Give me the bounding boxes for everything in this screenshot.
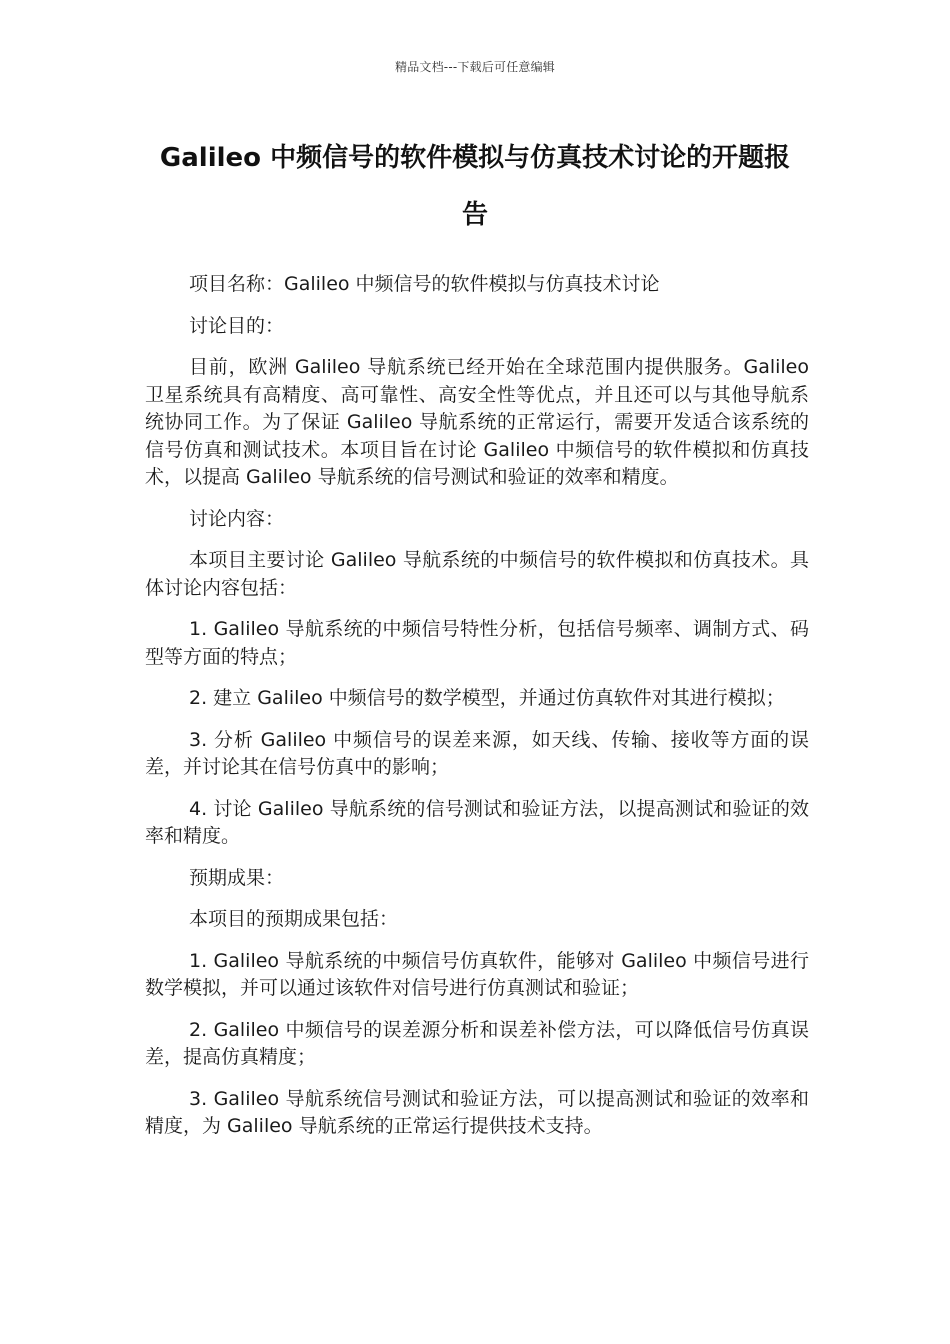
paragraph-project-name: 项目名称：Galileo 中频信号的软件模拟与仿真技术讨论 <box>189 273 660 295</box>
list-item-content-3: 3. 分析 Galileo 中频信号的误差来源，如天线、传输、接收等方面的误差，并讨论其在信号仿真中的影响； <box>145 728 809 778</box>
header-note: 精品文档---下载后可任意编辑 <box>395 60 555 74</box>
list-item-result-2: 2. Galileo 中频信号的误差源分析和误差补偿方法，可以降低信号仿真误差，提高仿真精度； <box>145 1018 809 1068</box>
paragraph-content-intro: 本项目主要讨论 Galileo 导航系统的中频信号的软件模拟和仿真技术。具体讨论内容包括： <box>145 549 809 599</box>
document-title: Galileo 中频信号的软件模拟与仿真技术讨论的开题报告 <box>159 143 791 230</box>
document-body <box>145 271 809 1155</box>
heading-content: 讨论内容： <box>189 507 285 530</box>
paragraph-results-intro: 本项目的预期成果包括： <box>189 908 399 930</box>
list-item-content-1: 1. Galileo 导航系统的中频信号特性分析，包括信号频率、调制方式、码型等方面的特点； <box>145 618 809 668</box>
list-item-result-1: 1. Galileo 导航系统的中频信号仿真软件，能够对 Galileo 中频信号进行数学模拟，并可以通过该软件对信号进行仿真测试和验证； <box>145 949 809 999</box>
heading-expected-results: 预期成果： <box>189 866 285 889</box>
heading-purpose: 讨论目的： <box>189 314 285 337</box>
list-item-content-4: 4. 讨论 Galileo 导航系统的信号测试和验证方法，以提高测试和验证的效率和精度。 <box>145 797 809 847</box>
list-item-result-3: 3. Galileo 导航系统信号测试和验证方法，可以提高测试和验证的效率和精度，为 Galileo 导航系统的正常运行提供技术支持。 <box>145 1087 809 1137</box>
paragraph-purpose: 目前，欧洲 Galileo 导航系统已经开始在全球范围内提供服务。Galileo 卫星系统具有高精度、高可靠性、高安全性等优点，并且还可以与其他导航系统协同工作。为了保证 Galileo 导航系统的正常运行，需要开发适合该系统的信号仿真和测试技术。本项目旨在讨论 Galileo 中频信号的软件模拟和仿真技术，以提高 Galileo 导航系统的信号测试和验证的效率和精度。 <box>145 356 809 488</box>
list-item-content-2: 2. 建立 Galileo 中频信号的数学模型，并通过仿真软件对其进行模拟； <box>189 687 785 709</box>
